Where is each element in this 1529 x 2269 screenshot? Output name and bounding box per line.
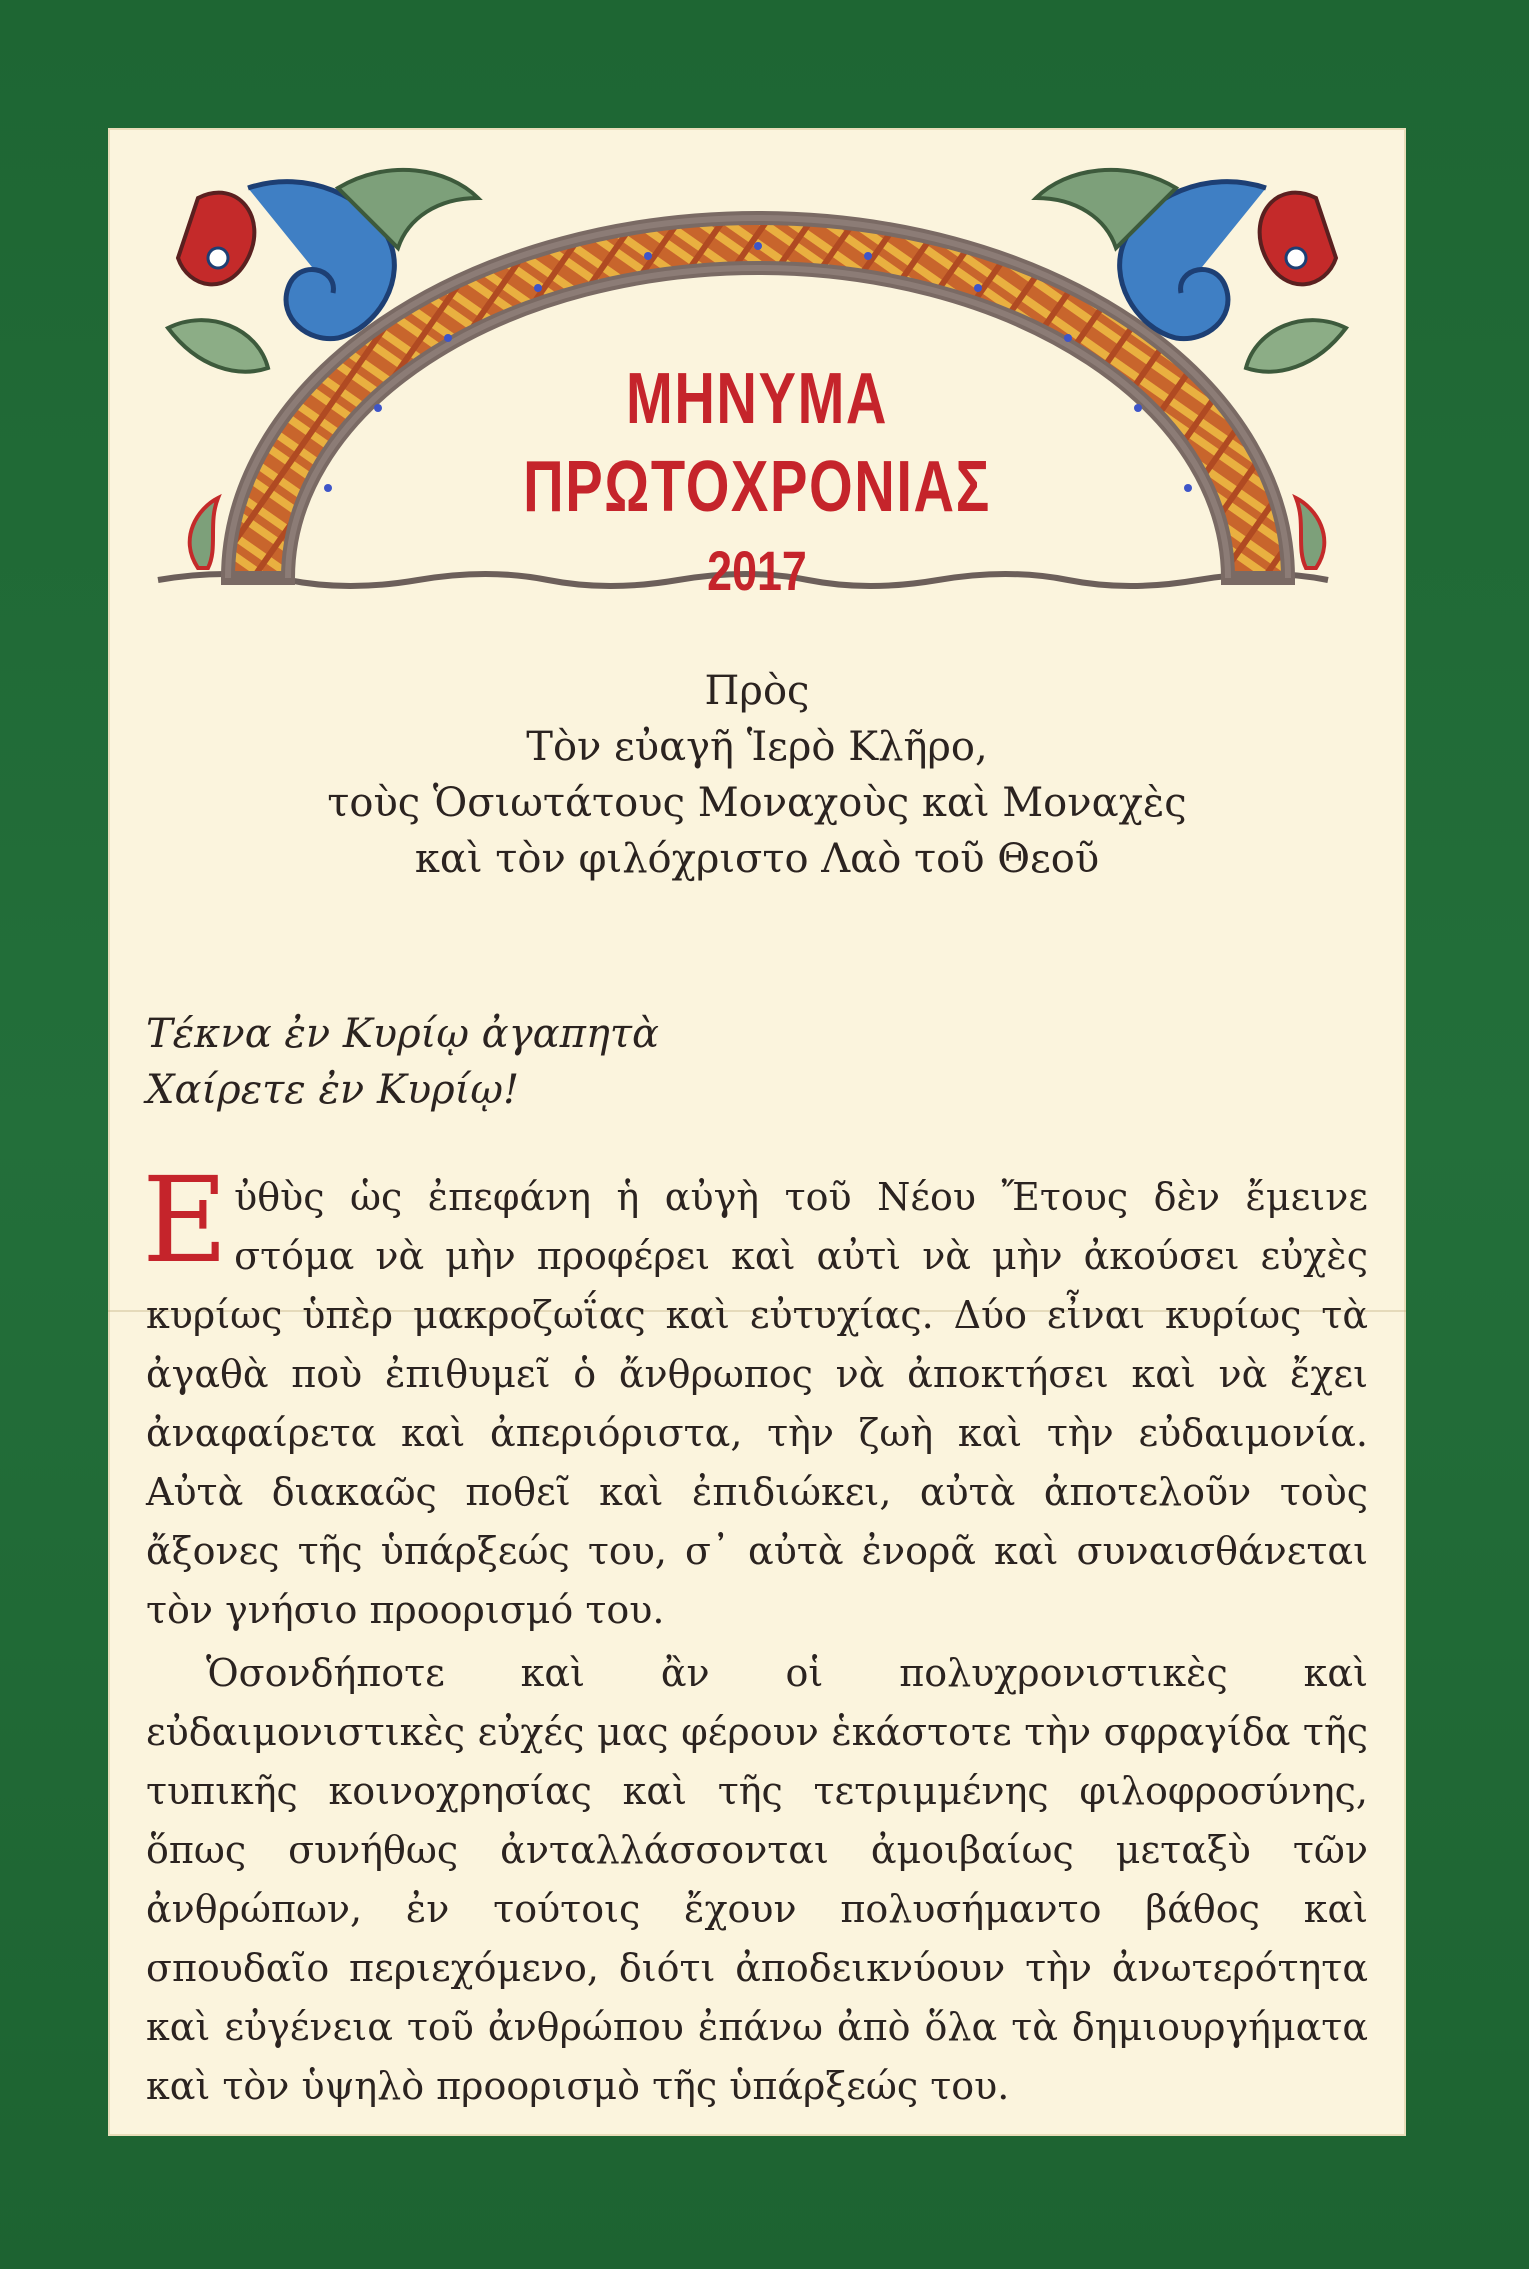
title-line-1: ΜΗΝΥΜΑ — [625, 359, 889, 439]
address-line: τοὺς Ὁσιωτάτους Μοναχοὺς καὶ Μοναχὲς — [327, 780, 1187, 826]
address-block — [108, 663, 1406, 887]
body-paragraph-2: Ὁσονδήποτε καὶ ἂν οἱ πολυχρονιστικὲς καὶ εὐδαιμονιστικὲς εὐχές μας φέρουν ἑκάστοτε τὴν σφραγίδα τῆς τυπικῆς κοινοχρησίας καὶ τῆς τετριμμένης φιλοφροσύνης, ὅπως συνήθως ἀνταλλάσσονται ἀμοιβαίως μεταξὺ τῶν ἀνθρώπων, ἐν τούτοις ἔχουν πολυσήμαντο βάθος καὶ σπουδαῖο περιεχόμενο, διότι ἀποδεικνύουν τὴν ἀνωτερότητα καὶ εὐγένεια τοῦ ἀνθρώπου ἐπάνω ἀπὸ ὅλα τὰ δημιουργήματα καὶ τὸν ὑψηλὸ προορισμὸ τῆς ὑπάρξεώς του. — [146, 1651, 1368, 2108]
letter-page — [108, 128, 1406, 2136]
letter-body — [142, 1151, 1368, 2116]
dropcap-letter: Ε — [142, 1151, 229, 1289]
body-paragraph-1 — [142, 1151, 1368, 1640]
address-line: καὶ τὸν φιλόχριστο Λαὸ τοῦ Θεοῦ — [414, 836, 1100, 882]
title-year: 2017 — [707, 539, 807, 602]
address-line: Τὸν εὐαγῆ Ἱερὸ Κλῆρο, — [526, 724, 988, 770]
address-line: Πρὸς — [704, 668, 810, 714]
greeting-line: Τέκνα ἐν Κυρίῳ ἀγαπητὰ — [146, 1011, 659, 1057]
greeting-line: Χαίρετε ἐν Κυρίῳ! — [146, 1067, 520, 1113]
paragraph-1-text: ὐθὺς ὡς ἐπεφάνη ἡ αὐγὴ τοῦ Νέου Ἔτους δὲν ἔμεινε στόμα νὰ μὴν προφέρει καὶ αὐτὶ νὰ μὴν ἀκούσει εὐχὲς κυρίως ὑπὲρ μακροζωΐας καὶ εὐτυχίας. Δύο εἶναι κυρίως τὰ ἀγαθὰ ποὺ ἐπιθυμεῖ ὁ ἄνθρωπος νὰ ἀποκτήσει καὶ νὰ ἔχει ἀναφαίρετα καὶ ἀπεριόριστα, τὴν ζωὴ καὶ τὴν εὐδαιμονία. Αὐτὰ διακαῶς ποθεῖ καὶ ἐπιδιώκει, αὐτὰ ἀποτελοῦν τοὺς ἄξονες τῆς ὑπάρξεώς του, σ᾽ αὐτὰ ἐνορᾶ καὶ συναισθάνεται τὸν γνήσιο προορισμό του. — [146, 1175, 1368, 1632]
title-line-2: ΠΡΩΤΟΧΡΟΝΙΑΣ — [523, 447, 991, 527]
greeting-block — [146, 1006, 1346, 1118]
